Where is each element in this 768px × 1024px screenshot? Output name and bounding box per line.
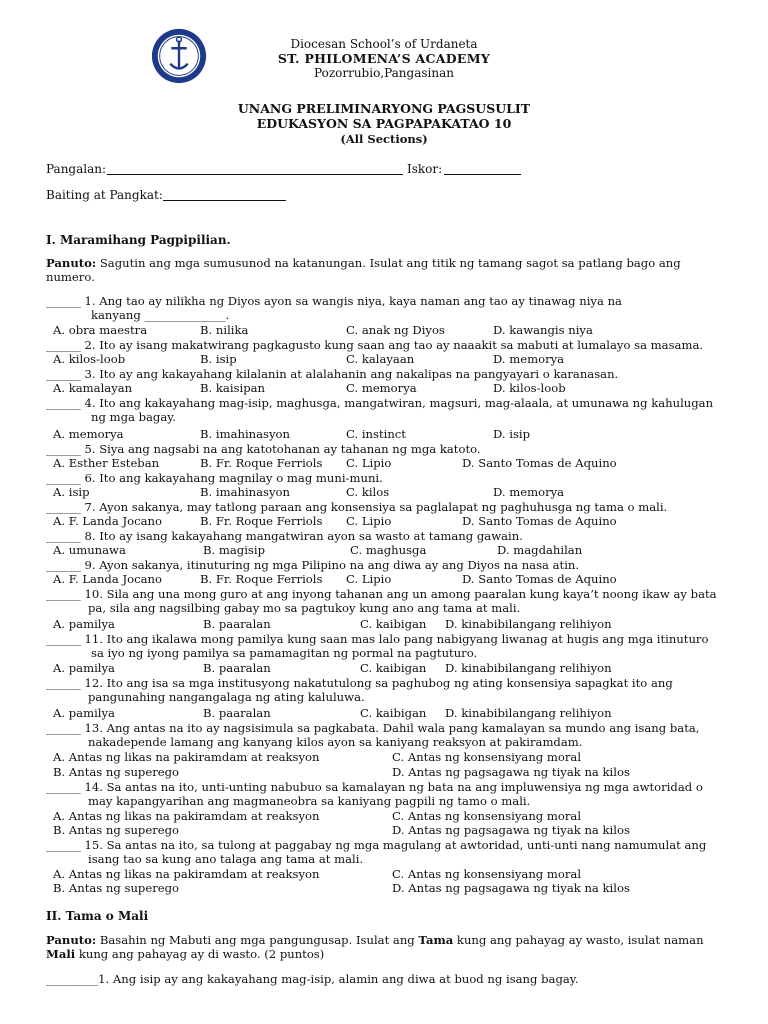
q7-option-b: B. Fr. Roque Ferriols	[200, 514, 323, 528]
question-2: ______ 2. Ito ay isang makatwirang pagkagusto kung saan ang tao ay naaakit sa mabuti at lumalayo sa masama.	[46, 338, 704, 352]
q12-option-b: B. paaralan	[203, 706, 271, 720]
score-label: Iskor:	[407, 162, 443, 176]
q14-option-d: D. Antas ng pagsagawa ng tiyak na kilos	[392, 823, 630, 837]
q13-option-d: D. Antas ng pagsagawa ng tiyak na kilos	[392, 765, 630, 779]
question-15-cont: isang tao sa kung ano talaga ang tama at mali.	[88, 852, 364, 866]
q6-option-b: B. imahinasyon	[200, 485, 291, 499]
q15-option-b: B. Antas ng superego	[53, 881, 180, 895]
q9-option-d: D. Santo Tomas de Aquino	[462, 572, 617, 586]
q15-option-d: D. Antas ng pagsagawa ng tiyak na kilos	[392, 881, 630, 895]
name-field[interactable]	[107, 174, 403, 175]
question-6: ______ 6. Ito ang kakayahang magnilay o mag muni-muni.	[46, 471, 383, 485]
q7-option-d: D. Santo Tomas de Aquino	[462, 514, 617, 528]
question-11-cont: sa iyo ng iyong pamilya sa pamamagitan ng pormal na pagtuturo.	[91, 646, 478, 660]
exam-title: UNANG PRELIMINARYONG PAGSUSULIT	[237, 101, 531, 116]
q1-option-b: B. nilika	[200, 323, 249, 337]
q15-option-c: C. Antas ng konsensiyang moral	[392, 867, 582, 881]
q4-option-d: D. isip	[493, 427, 531, 441]
q8-option-b: B. magisip	[203, 543, 266, 557]
q4-option-a: A. memorya	[53, 427, 124, 441]
q2-option-b: B. isip	[200, 352, 237, 366]
tf-question-1: _________1. Ang isip ay ang kakayahang mag-isip, alamin ang diwa at buod ng isang bagay.	[46, 972, 579, 986]
q1-option-d: D. kawangis niya	[493, 323, 593, 337]
q9-option-b: B. Fr. Roque Ferriols	[200, 572, 323, 586]
question-10: ______ 10. Sila ang una mong guro at ang inyong tahanan ang un among paaralan kung kaya’t noong ikaw ay bata	[46, 587, 717, 601]
q8-option-c: C. maghusga	[350, 543, 427, 557]
q2-option-a: A. kilos-loob	[53, 352, 126, 366]
q11-option-a: A. pamilya	[53, 661, 115, 675]
tama-word: Tama	[418, 933, 454, 947]
q14-option-b: B. Antas ng superego	[53, 823, 180, 837]
question-12: ______ 12. Ito ang isa sa mga institusyong nakatutulong sa paghubog ng ating konsensiya sapagkat ito ang	[46, 676, 673, 690]
q3-option-a: A. kamalayan	[53, 381, 133, 395]
q5-option-c: C. Lipio	[346, 456, 392, 470]
question-1: ______ 1. Ang tao ay nilikha ng Diyos ayon sa wangis niya, kaya naman ang tao ay tinawag niya na	[46, 294, 622, 308]
q10-option-c: C. kaibigan	[360, 617, 427, 631]
q8-option-a: A. umunawa	[53, 543, 126, 557]
location: Pozorrubio,Pangasinan	[314, 66, 454, 80]
q1-option-c: C. anak ng Diyos	[346, 323, 445, 337]
grade-field[interactable]	[163, 200, 286, 201]
panuto-label-2: Panuto:	[46, 933, 97, 947]
q10-option-d: D. kinabibilangang relihiyon	[445, 617, 612, 631]
question-14-cont: may kapangyarihan ang magmaneobra sa kaniyang pagpili ng tamo o mali.	[88, 794, 531, 808]
q11-option-b: B. paaralan	[203, 661, 271, 675]
q7-option-c: C. Lipio	[346, 514, 392, 528]
q11-option-d: D. kinabibilangang relihiyon	[445, 661, 612, 675]
question-4-cont: ng mga bagay.	[91, 410, 176, 424]
q6-option-c: C. kilos	[346, 485, 390, 499]
q8-option-d: D. magdahilan	[497, 543, 583, 557]
q11-option-c: C. kaibigan	[360, 661, 427, 675]
part2-instructions	[46, 933, 704, 947]
q3-option-d: D. kilos-loob	[493, 381, 566, 395]
q2-option-c: C. kalayaan	[346, 352, 415, 366]
question-13-cont: nakadepende lamang ang kanyang kilos ayon sa kaniyang reaksyon at pakiramdam.	[88, 735, 583, 749]
panuto-text-b: kung ang pahayag ay wasto, isulat naman	[456, 933, 704, 947]
q5-option-a: A. Esther Esteban	[53, 456, 160, 470]
school-line: Diocesan School’s of Urdaneta	[290, 37, 478, 51]
q12-option-a: A. pamilya	[53, 706, 115, 720]
q10-option-b: B. paaralan	[203, 617, 271, 631]
q14-option-c: C. Antas ng konsensiyang moral	[392, 809, 582, 823]
q9-option-c: C. Lipio	[346, 572, 392, 586]
academy-name: ST. PHILOMENA’S ACADEMY	[277, 51, 491, 66]
grade-label: Baiting at Pangkat:	[46, 188, 163, 202]
q10-option-a: A. pamilya	[53, 617, 115, 631]
question-5: ______ 5. Siya ang nagsabi na ang katotohanan ay tahanan ng mga katoto.	[46, 442, 481, 456]
part2-heading: II. Tama o Mali	[46, 909, 149, 923]
q1-option-a: A. obra maestra	[53, 323, 148, 337]
question-15: ______ 15. Sa antas na ito, sa tulong at paggabay ng mga magulang at awtoridad, unti-unti nang namumulat ang	[46, 838, 707, 852]
q5-option-d: D. Santo Tomas de Aquino	[462, 456, 617, 470]
question-8: ______ 8. Ito ay isang kakayahang mangatwiran ayon sa wasto at tamang gawain.	[46, 529, 523, 543]
q6-option-d: D. memorya	[493, 485, 565, 499]
q3-option-b: B. kaisipan	[200, 381, 265, 395]
question-10-cont: pa, sila ang nagsilbing gabay mo sa pagtukoy kung ano ang tama at mali.	[88, 601, 521, 615]
panuto-text-2: numero.	[46, 270, 95, 284]
part1-instructions	[46, 256, 681, 270]
name-label: Pangalan:	[46, 162, 107, 176]
question-11: ______ 11. Ito ang ikalawa mong pamilya kung saan mas lalo pang nabigyang liwanag at hugis ang mga itinuturo	[46, 632, 709, 646]
q9-option-a: A. F. Landa Jocano	[53, 572, 162, 586]
question-3: ______ 3. Ito ay ang kakayahang kilalanin at alalahanin ang nakalipas na pangyayari o karanasan.	[46, 367, 619, 381]
q15-option-a: A. Antas ng likas na pakiramdam at reaksyon	[53, 867, 320, 881]
panuto-label: Panuto:	[46, 256, 97, 270]
q14-option-a: A. Antas ng likas na pakiramdam at reaksyon	[53, 809, 320, 823]
q6-option-a: A. isip	[53, 485, 90, 499]
q7-option-a: A. F. Landa Jocano	[53, 514, 162, 528]
question-1-cont: kanyang ______________.	[91, 308, 230, 322]
question-13: ______ 13. Ang antas na ito ay nagsisimula sa pagkabata. Dahil wala pang kamalayan sa mundo ang isang bata,	[46, 721, 700, 735]
question-7: ______ 7. Ayon sakanya, may tatlong paraan ang konsensiya sa paglalapat ng paghuhusga ng tama o mali.	[46, 500, 668, 514]
question-14: ______ 14. Sa antas na ito, unti-unting nabubuo sa kamalayan ng bata na ang impluwensiya ng mga awtoridad o	[46, 780, 703, 794]
q13-option-b: B. Antas ng superego	[53, 765, 180, 779]
score-field[interactable]	[444, 174, 521, 175]
part1-heading: I. Maramihang Pagpipilian.	[46, 233, 231, 247]
q13-option-a: A. Antas ng likas na pakiramdam at reaksyon	[53, 750, 320, 764]
q4-option-c: C. instinct	[346, 427, 406, 441]
sections-note: (All Sections)	[340, 132, 428, 146]
panuto-text: Sagutin ang mga sumusunod na katanungan. Isulat ang titik ng tamang sagot sa patlang bago ang	[99, 256, 681, 270]
q12-option-d: D. kinabibilangang relihiyon	[445, 706, 612, 720]
question-12-cont: pangunahing nangangalaga ng ating kaluluwa.	[88, 690, 365, 704]
subject-title: EDUKASYON SA PAGPAPAKATAO 10	[256, 116, 512, 131]
question-9: ______ 9. Ayon sakanya, itinuturing ng mga Pilipino na ang diwa ay ang Diyos na nasa atin.	[46, 558, 580, 572]
q3-option-c: C. memorya	[346, 381, 417, 395]
q12-option-c: C. kaibigan	[360, 706, 427, 720]
question-4: ______ 4. Ito ang kakayahang mag-isip, maghusga, mangatwiran, magsuri, mag-alaala, at umunawa ng kahulugan	[46, 396, 714, 410]
q2-option-d: D. memorya	[493, 352, 565, 366]
panuto-text-c: kung ang pahayag ay di wasto. (2 puntos)	[78, 947, 325, 961]
panuto-text-a: Basahin ng Mabuti ang mga pangungusap. Isulat ang	[99, 933, 415, 947]
q5-option-b: B. Fr. Roque Ferriols	[200, 456, 323, 470]
part2-instructions-2	[46, 947, 324, 961]
q4-option-b: B. imahinasyon	[200, 427, 291, 441]
q13-option-c: C. Antas ng konsensiyang moral	[392, 750, 582, 764]
mali-word: Mali	[46, 947, 76, 961]
